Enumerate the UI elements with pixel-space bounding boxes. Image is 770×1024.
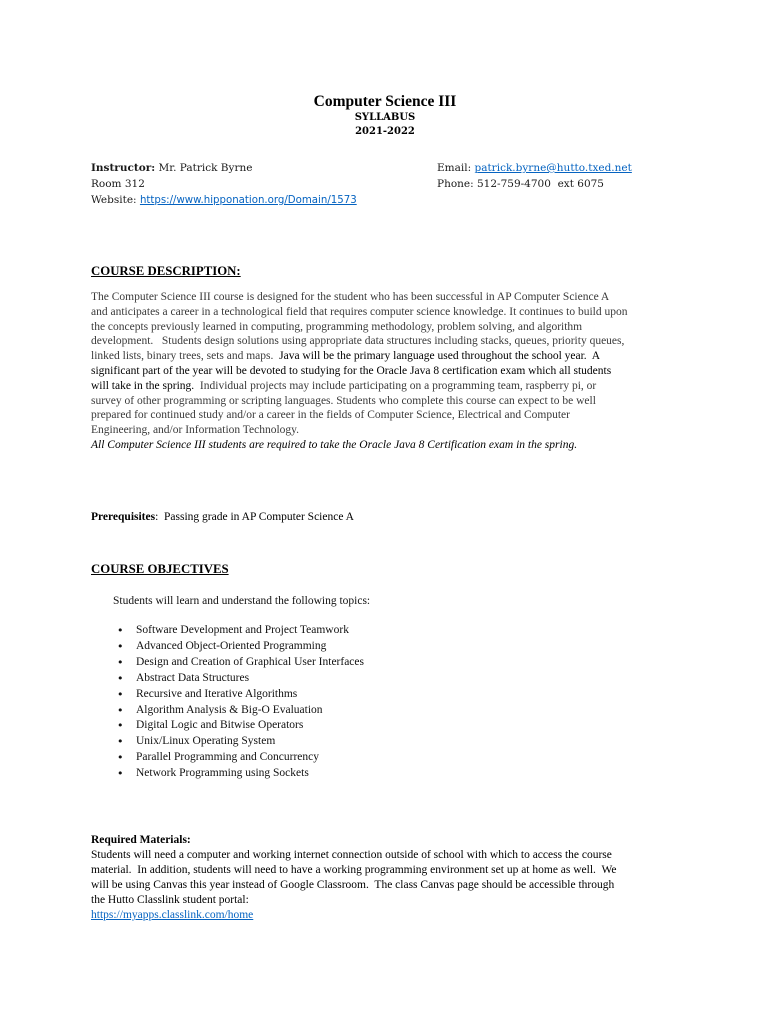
list-item: • Network Programming using Sockets [136,766,364,782]
list-item: • Algorithm Analysis & Big-O Evaluation [136,703,364,719]
email-label: Email: [437,162,475,174]
description-line: development. Students design solutions using appropriate data structures including stacks, queues, priority queues, [91,335,625,348]
materials-line: will be using Canvas this year instead of Google Classroom. The class Canvas page should be accessible through [91,879,615,891]
description-line: prepared for continued study and/or a career in the fields of Computer Science, Electrical and Computer [91,409,570,422]
description-line: and anticipates a career in a technological field that requires computer science knowledge. It continues to build upon [91,305,628,318]
school-year: 2021-2022 [355,126,415,137]
required-materials [91,833,617,923]
document-subtitle: SYLLABUS [354,112,416,123]
required-materials-heading: Required Materials: [91,834,191,846]
website-link[interactable]: https://www.hipponation.org/Domain/1573 [139,195,357,206]
list-item: • Digital Logic and Bitwise Operators [136,718,364,734]
document-title: Computer Science III [313,93,457,110]
description-line [91,379,627,394]
description-line [91,349,627,364]
description-line: significant part of the year will be devoted to studying for the Oracle Java 8 certification exam which all students [91,364,612,377]
instructor-info [91,160,357,209]
list-item: • Design and Creation of Graphical User Interfaces [136,655,364,671]
materials-line: material. In addition, students will need to have a working programming environment set up at home as well. We [91,864,617,876]
website-line [91,192,357,209]
list-item: • Software Development and Project Teamwork [136,623,364,639]
course-description-heading: COURSE DESCRIPTION: [91,264,241,278]
contact-info [437,160,632,192]
email-link[interactable]: patrick.byrne@hutto.txed.net [474,162,632,174]
classlink-portal-link[interactable]: https://myapps.classlink.com/home [91,909,254,921]
description-text: Individual projects may include participating on a programming team, raspberry pi, or [194,379,597,392]
prerequisites [91,510,354,525]
topics-list [136,623,364,782]
description-line: survey of other programming or scripting languages. Students who complete this course can expect to be well [91,394,596,407]
list-item: • Advanced Object-Oriented Programming [136,639,364,655]
course-objectives-heading: COURSE OBJECTIVES [91,562,229,576]
room-number: Room 312 [91,178,145,190]
description-line: the concepts previously learned in computing, programming methodology, problem solving, and algorithm [91,320,583,333]
phone-number: Phone: 512-759-4700 ext 6075 [437,178,604,190]
objectives-intro: Students will learn and understand the following topics: [113,595,371,607]
list-item: • Parallel Programming and Concurrency [136,750,364,766]
website-label: Website: [91,194,140,206]
course-description [91,290,627,453]
description-text: linked lists, binary trees, sets and maps. [91,350,280,363]
list-item: • Unix/Linux Operating System [136,734,364,750]
email-line [437,160,632,176]
list-item: • Recursive and Iterative Algorithms [136,687,364,703]
instructor-label: Instructor: [91,162,156,174]
materials-line: the Hutto Classlink student portal: [91,894,249,906]
description-line: Engineering, and/or Information Technology. [91,424,300,437]
materials-line: Students will need a computer and working internet connection outside of school with which to access the course [91,849,612,861]
list-item: • Abstract Data Structures [136,671,364,687]
instructor-name: Mr. Patrick Byrne [155,162,253,174]
description-emphasis: will take in the spring. [91,379,195,392]
prerequisites-label: Prerequisites [91,511,156,523]
description-line: The Computer Science III course is designed for the student who has been successful in AP Computer Science A [91,291,610,303]
prerequisites-text: : Passing grade in AP Computer Science A [155,511,354,523]
instructor-line [91,160,357,176]
certification-note: All Computer Science III students are required to take the Oracle Java 8 Certification exam in the spring. [91,438,578,451]
description-emphasis: Java will be the primary language used throughout the school year. A [279,350,601,363]
